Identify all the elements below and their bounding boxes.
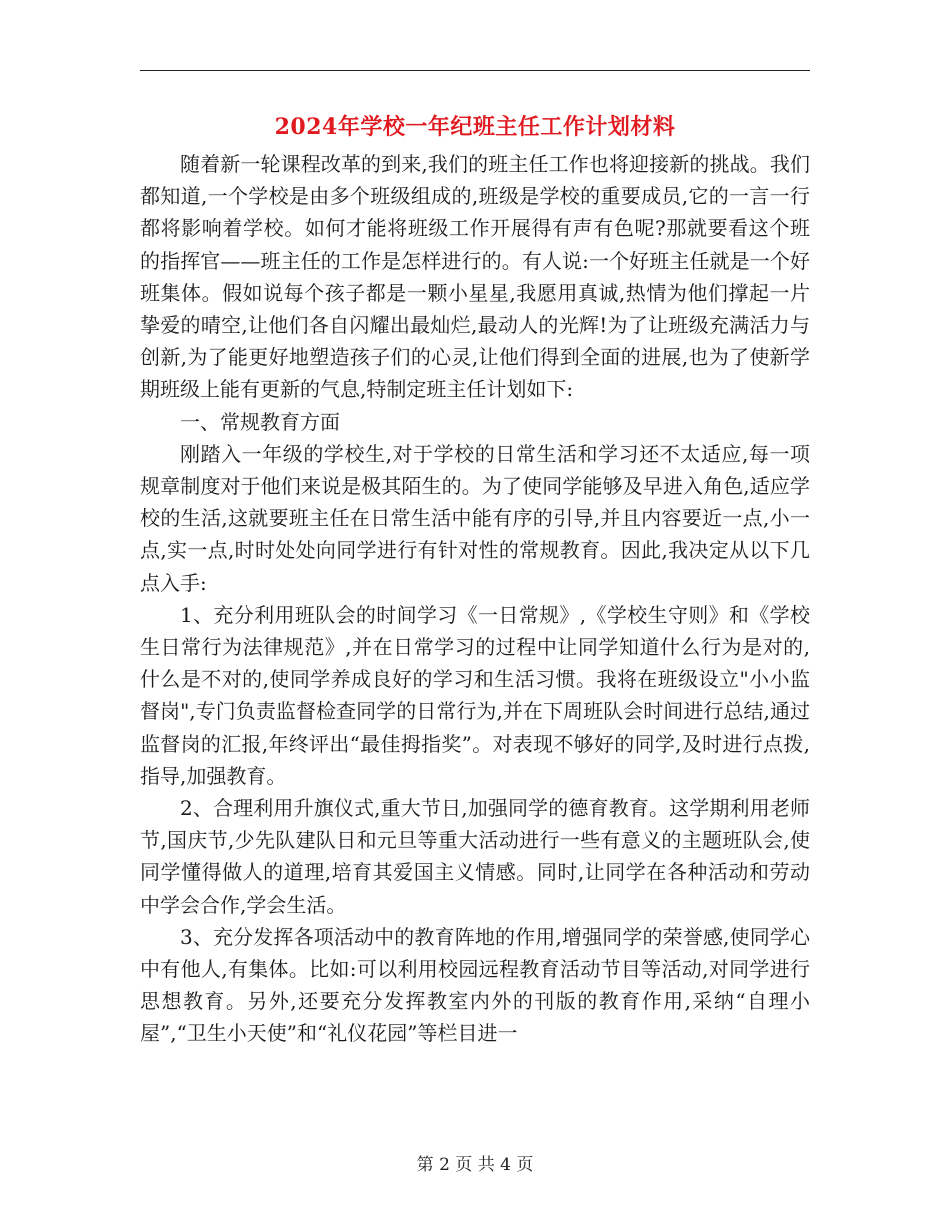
page-footer: 第 2 页 共 4 页	[416, 1155, 534, 1175]
document-body	[140, 148, 810, 1050]
paragraph-item-1: 1、充分利用班队会的时间学习《一日常规》,《学校生守则》和《学校生日常行为法律规范》,并在日常学习的过程中让同学知道什么行为是对的,什么是不对的,使同学养成良好的学习和生活习惯。我将在班级设立"小小监督岗",专门负责监督检查同学的日常行为,并在下周班队会时间进行总结,通过监督岗的汇报,年终评出“最佳拇指奖”。对表现不够好的同学,及时进行点拨,指导,加强教育。	[140, 602, 810, 788]
header-rule	[140, 70, 810, 71]
paragraph-item-3: 3、充分发挥各项活动中的教育阵地的作用,增强同学的荣誉感,使同学心中有他人,有集体。比如:可以利用校园远程教育活动节目等活动,对同学进行思想教育。另外,还要充分发挥教室内外的刊版的教育作用,采纳“自理小屋”,“卫生小天使”和“礼仪花园”等栏目进一	[140, 924, 810, 1046]
paragraph-intro: 随着新一轮课程改革的到来,我们的班主任工作也将迎接新的挑战。我们都知道,一个学校是由多个班级组成的,班级是学校的重要成员,它的一言一行都将影响着学校。如何才能将班级工作开展得有声有色呢?那就要看这个班的指挥官——班主任的工作是怎样进行的。有人说:一个好班主任就是一个好班集体。假如说每个孩子都是一颗小星星,我愿用真诚,热情为他们撑起一片挚爱的晴空,让他们各自闪耀出最灿烂,最动人的光辉!为了让班级充满活力与创新,为了能更好地塑造孩子们的心灵,让他们得到全面的进展,也为了使新学期班级上能有更新的气息,特制定班主任计划如下:	[140, 152, 810, 402]
paragraph-section-intro: 刚踏入一年级的学校生,对于学校的日常生活和学习还不太适应,每一项规章制度对于他们来说是极其陌生的。为了使同学能够及早进入角色,适应学校的生活,这就要班主任在日常生活中能有序的引导,并且内容要近一点,小一点,实一点,时时处处向同学进行有针对性的常规教育。因此,我决定从以下几点入手:	[140, 441, 810, 595]
paragraph-item-2: 2、合理利用升旗仪式,重大节日,加强同学的德育教育。这学期利用老师节,国庆节,少先队建队日和元旦等重大活动进行一些有意义的主题班队会,使同学懂得做人的道理,培育其爱国主义情感。同时,让同学在各种活动和劳动中学会合作,学会生活。	[140, 796, 810, 917]
document-title: 2024年学校一年纪班主任工作计划材料	[274, 114, 676, 140]
section-heading: 一、常规教育方面	[180, 409, 340, 434]
